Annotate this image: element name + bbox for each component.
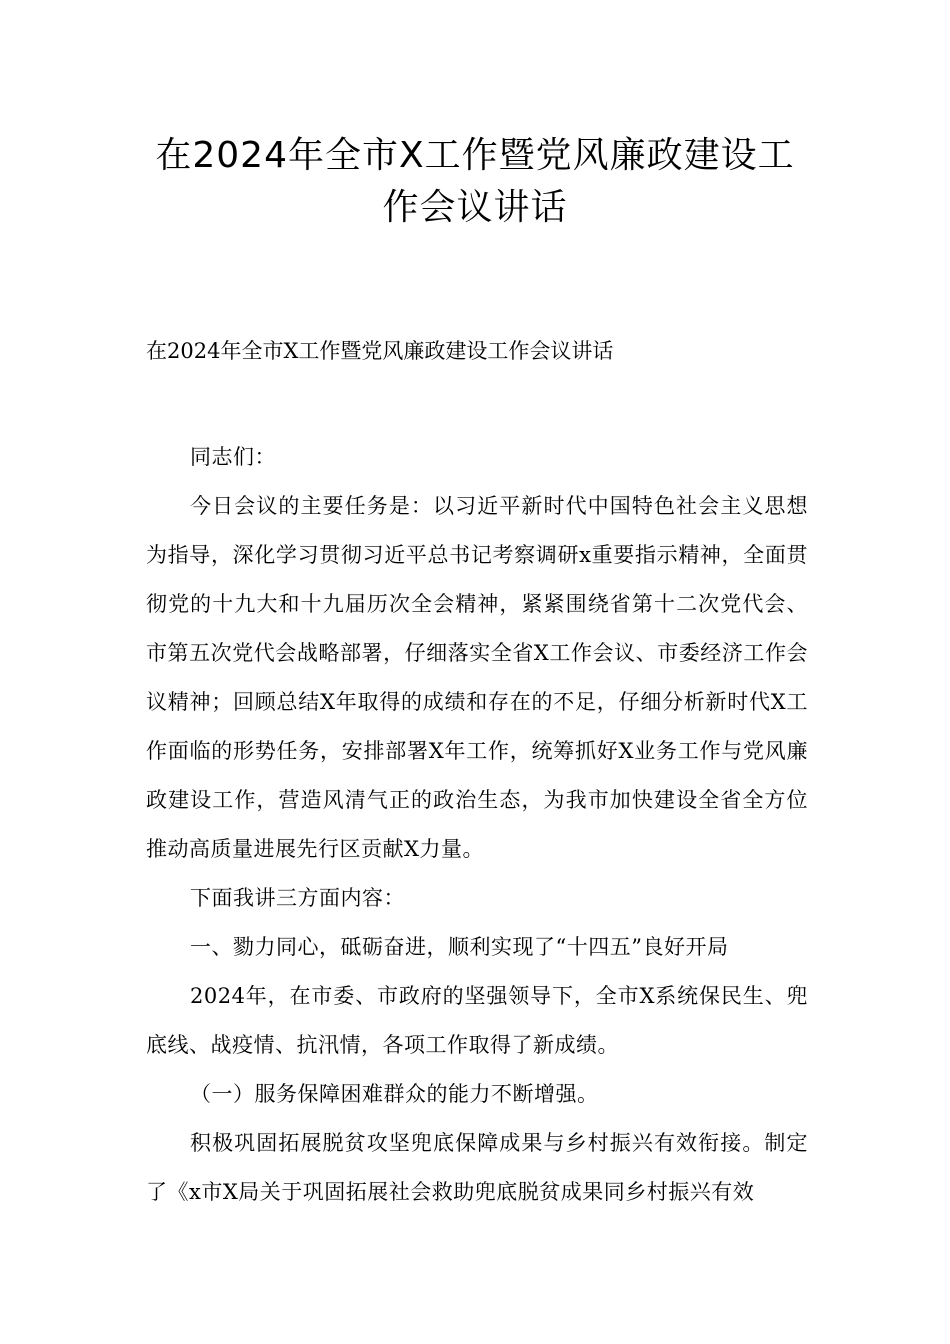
body-paragraph: 2024年，在市委、市政府的坚强领导下，全市X系统保民生、兜底线、战疫情、抗汛情，各项工作取得了新成绩。	[146, 984, 808, 1057]
document-subtitle: 在2024年全市X工作暨党风廉政建设工作会议讲话	[146, 339, 614, 363]
body-paragraph: 今日会议的主要任务是：以习近平新时代中国特色社会主义思想为指导，深化学习贯彻习近平总书记考察调研x重要指示精神，全面贯彻党的十九大和十九届历次全会精神，紧紧围绕省第十二次党代会、市第五次党代会战略部署，仔细落实全省X工作会议、市委经济工作会议精神；回顾总结X年取得的成绩和存在的不足，仔细分析新时代X工作面临的形势任务，安排部署X年工作，统筹抓好X业务工作与党风廉政建设工作，营造风清气正的政治生态，为我市加快建设全省全方位推动高质量进展先行区贡献X力量。	[146, 494, 808, 861]
section-heading: 一、勠力同心，砥砺奋进，顺利实现了“十四五”良好开局	[190, 935, 729, 959]
body-paragraph: 积极巩固拓展脱贫攻坚兜底保障成果与乡村振兴有效衔接。制定了《x市X局关于巩固拓展社会救助兜底脱贫成果同乡村振兴有效	[146, 1131, 808, 1204]
salutation: 同志们：	[190, 445, 276, 469]
title-line-2: 作会议讲话	[382, 187, 568, 228]
body-paragraph: 下面我讲三方面内容：	[190, 886, 405, 910]
document-title	[120, 130, 830, 234]
title-line-1: 在2024年全市X工作暨党风廉政建设工	[155, 135, 795, 176]
subsection-heading: （一）服务保障困难群众的能力不断增强。	[190, 1082, 599, 1106]
document-body	[146, 433, 808, 1217]
